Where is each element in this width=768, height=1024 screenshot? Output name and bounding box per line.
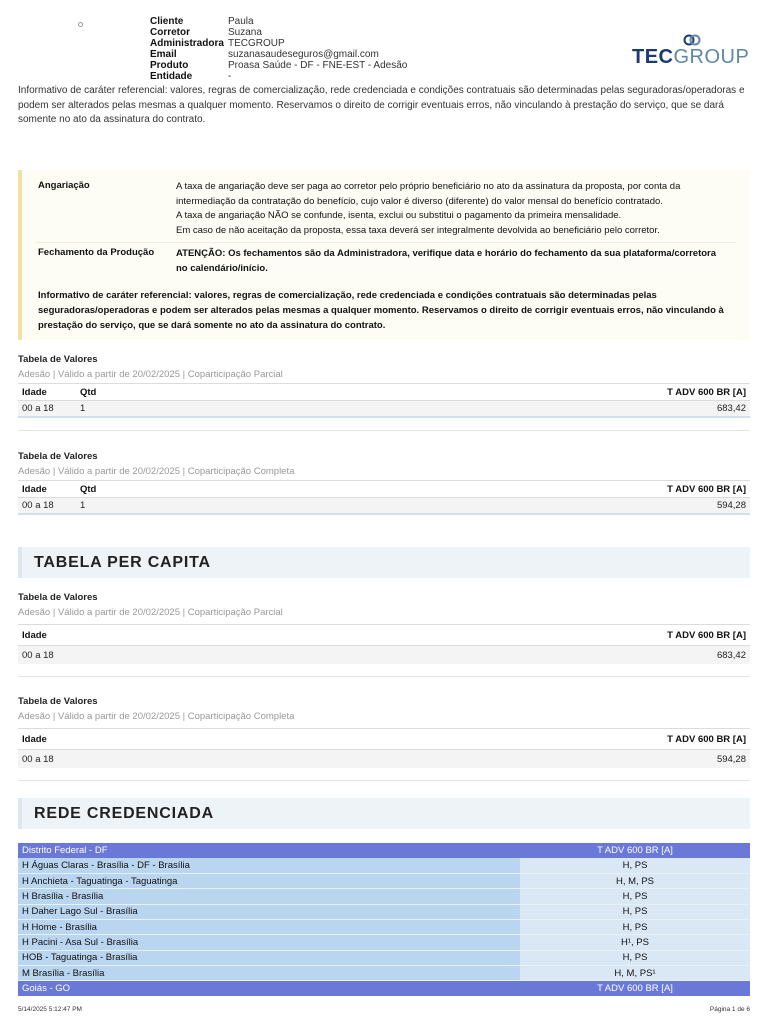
per-capita-table bbox=[18, 592, 750, 677]
cell-age: 00 a 18 bbox=[22, 753, 54, 765]
cell-qty: 1 bbox=[80, 500, 86, 511]
tecgroup-logo bbox=[632, 34, 752, 68]
value-table bbox=[18, 451, 750, 515]
provider-services: H, M, PS¹ bbox=[520, 965, 750, 980]
provider-name: H Pacini - Asa Sul - Brasília bbox=[18, 935, 520, 950]
table-row bbox=[18, 858, 750, 873]
per-capita-table bbox=[18, 696, 750, 781]
table-row bbox=[18, 904, 750, 919]
table-header bbox=[18, 480, 750, 498]
table-subtitle: Adesão | Válido a partir de 20/02/2025 | Coparticipação Parcial bbox=[18, 369, 283, 380]
logo-link-icon bbox=[682, 34, 702, 46]
cell-price: 683,42 bbox=[716, 649, 746, 661]
table-row bbox=[18, 646, 750, 664]
col-idade: Idade bbox=[22, 386, 47, 398]
provider-services: H, PS bbox=[520, 889, 750, 904]
col-plan: T ADV 600 BR [A] bbox=[667, 733, 746, 745]
provider-name: H Águas Claras - Brasília - DF - Brasília bbox=[18, 858, 520, 873]
table-header bbox=[18, 624, 750, 646]
table-subtitle: Adesão | Válido a partir de 20/02/2025 | Coparticipação Completa bbox=[18, 466, 295, 477]
field-label-administradora: Administradora bbox=[150, 38, 224, 49]
notice-footer-text: Informativo de caráter referencial: valores, regras de comercialização, rede credenciada e condições contratuais são determinadas pelas seguradoras/operadoras e podem ser alterados pelas mesmas a qualquer momento. Reservamos o direito de corrigir eventuais erros, não vinculando à prestação do serviço, que se dará somente no ato da assinatura do contrato. bbox=[38, 290, 724, 331]
col-qtd: Qtd bbox=[80, 386, 97, 398]
notice-row-fechamento bbox=[36, 243, 736, 280]
cell-age: 00 a 18 bbox=[22, 403, 54, 414]
provider-name: HOB - Taguatinga - Brasília bbox=[18, 950, 520, 965]
notice-line: ATENÇÃO: Os fechamentos são da Administradora, verifique data e horário do fechamento da sua plataforma/corretora no calendário/início. bbox=[176, 248, 717, 274]
value-table bbox=[18, 354, 750, 431]
table-row bbox=[18, 874, 750, 889]
cell-price: 594,28 bbox=[716, 753, 746, 765]
region-header-row bbox=[18, 843, 750, 858]
disclaimer-text: Informativo de caráter referencial: valores, regras de comercialização, rede credenciada e condições contratuais são determinadas pelas seguradoras/operadoras e podem ser alterados pelas mesmas a qualquer momento. Reservamos o direito de corrigir eventuais erros, não vinculando à prestação do serviço, que se dará somente no ato da assinatura do contrato. bbox=[18, 85, 745, 125]
table-row bbox=[18, 498, 750, 515]
cell-qty: 1 bbox=[80, 403, 86, 414]
field-label-email: Email bbox=[150, 49, 177, 60]
logo-text-bold: TEC bbox=[632, 46, 674, 68]
cell-age: 00 a 18 bbox=[22, 500, 54, 511]
provider-name: M Brasília - Brasília bbox=[18, 965, 520, 980]
field-label-corretor: Corretor bbox=[150, 27, 191, 38]
provider-services: H, PS bbox=[520, 950, 750, 965]
table-row bbox=[18, 965, 750, 980]
provider-name: H Anchieta - Taguatinga - Taguatinga bbox=[18, 874, 520, 889]
small-circle-icon bbox=[78, 22, 83, 27]
cell-price: 683,42 bbox=[716, 403, 746, 414]
provider-services: H, PS bbox=[520, 904, 750, 919]
field-label-entidade: Entidade bbox=[150, 71, 193, 82]
provider-services: H¹, PS bbox=[520, 935, 750, 950]
table-header bbox=[18, 383, 750, 401]
region-header-row bbox=[18, 981, 750, 996]
col-plan: T ADV 600 BR [A] bbox=[667, 483, 746, 495]
table-title: Tabela de Valores bbox=[18, 592, 98, 603]
table-row bbox=[18, 935, 750, 950]
provider-services: H, PS bbox=[520, 858, 750, 873]
section-heading-per-capita: TABELA PER CAPITA bbox=[18, 547, 750, 578]
region-name: Goiás - GO bbox=[18, 981, 520, 996]
col-plan: T ADV 600 BR [A] bbox=[667, 629, 746, 641]
field-value-entidade: - bbox=[228, 71, 232, 82]
print-timestamp: 5/14/2025 5:12:47 PM bbox=[18, 1006, 82, 1013]
provider-services: H, PS bbox=[520, 919, 750, 934]
notice-line: A taxa de angariação NÃO se confunde, isenta, exclui ou substitui o pagamento da primeira mensalidade. bbox=[176, 210, 622, 221]
section-heading-rede: REDE CREDENCIADA bbox=[18, 798, 750, 829]
divider bbox=[18, 780, 750, 781]
provider-name: H Daher Lago Sul - Brasília bbox=[18, 904, 520, 919]
divider bbox=[18, 676, 750, 677]
page-number: Página 1 de 6 bbox=[709, 1006, 750, 1013]
notice-row-angariacao bbox=[36, 176, 736, 243]
client-info bbox=[150, 16, 528, 82]
table-header bbox=[18, 728, 750, 750]
cell-age: 00 a 18 bbox=[22, 649, 54, 661]
notice-line: A taxa de angariação deve ser paga ao corretor pelo próprio beneficiário no ato da assinatura da proposta, por conta da intermediação da contratação do benefício, cujo valor é diverso (diferente) do valor mensal do benefício contratado. bbox=[176, 181, 681, 207]
provider-name: H Brasília - Brasília bbox=[18, 889, 520, 904]
col-idade: Idade bbox=[22, 629, 47, 641]
field-value-corretor: Suzana bbox=[228, 27, 262, 38]
field-value-cliente: Paula bbox=[228, 16, 254, 27]
notice-line: Em caso de não aceitação da proposta, essa taxa deverá ser integralmente devolvida ao beneficiário pelo corretor. bbox=[176, 224, 660, 236]
table-row bbox=[18, 750, 750, 768]
field-value-produto: Proasa Saúde - DF - FNE-EST - Adesão bbox=[228, 60, 408, 71]
table-title: Tabela de Valores bbox=[18, 696, 98, 707]
region-name: Distrito Federal - DF bbox=[18, 843, 520, 858]
table-row bbox=[18, 950, 750, 965]
provider-services: H, M, PS bbox=[520, 874, 750, 889]
notice-box bbox=[18, 170, 750, 340]
col-qtd: Qtd bbox=[80, 483, 97, 495]
notice-text bbox=[176, 180, 726, 238]
field-value-administradora: TECGROUP bbox=[228, 38, 285, 49]
table-row bbox=[18, 401, 750, 418]
col-idade: Idade bbox=[22, 483, 47, 495]
logo-text-light: GROUP bbox=[673, 46, 750, 68]
network-table bbox=[18, 843, 750, 996]
table-subtitle: Adesão | Válido a partir de 20/02/2025 | Coparticipação Parcial bbox=[18, 607, 283, 618]
col-plan: T ADV 600 BR [A] bbox=[667, 386, 746, 398]
field-value-email: suzanasaudeseguros@gmail.com bbox=[228, 49, 379, 60]
table-subtitle: Adesão | Válido a partir de 20/02/2025 | Coparticipação Completa bbox=[18, 711, 295, 722]
field-label-cliente: Cliente bbox=[150, 16, 184, 27]
table-title: Tabela de Valores bbox=[18, 354, 98, 365]
notice-text bbox=[176, 247, 726, 276]
region-plan: T ADV 600 BR [A] bbox=[520, 843, 750, 858]
region-plan: T ADV 600 BR [A] bbox=[520, 981, 750, 996]
col-idade: Idade bbox=[22, 733, 47, 745]
field-label-produto: Produto bbox=[150, 60, 189, 71]
table-row bbox=[18, 919, 750, 934]
table-row bbox=[18, 889, 750, 904]
table-title: Tabela de Valores bbox=[18, 451, 98, 462]
cell-price: 594,28 bbox=[716, 500, 746, 511]
provider-name: H Home - Brasília bbox=[18, 919, 520, 934]
notice-label: Angariação bbox=[38, 180, 90, 191]
divider bbox=[18, 430, 750, 431]
notice-label: Fechamento da Produção bbox=[38, 247, 155, 258]
